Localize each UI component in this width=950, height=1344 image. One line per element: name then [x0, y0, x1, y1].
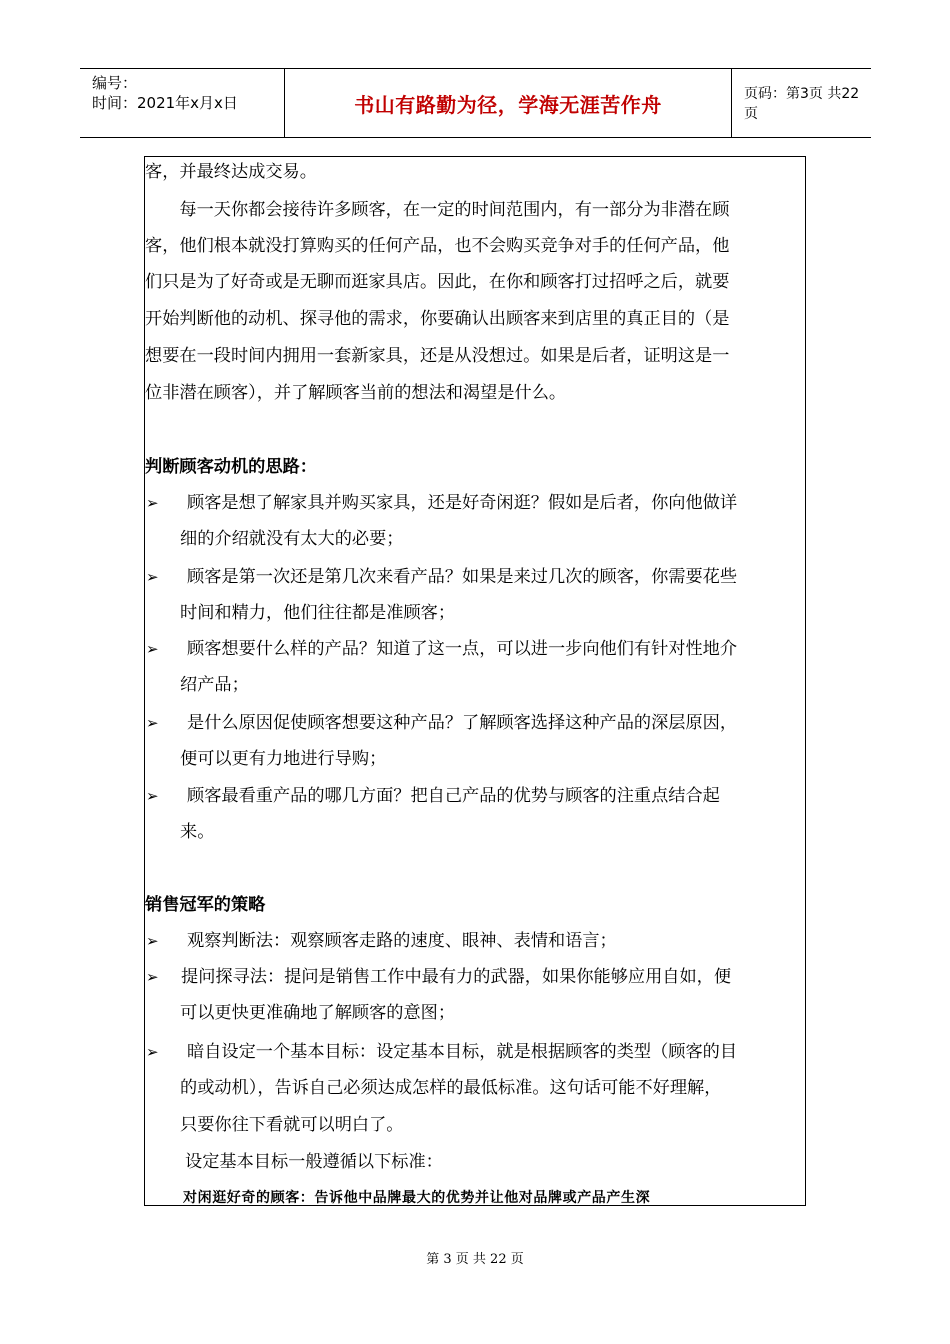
paragraph-line: 开始判断他的动机、探寻他的需求，你要确认出顾客来到店里的真正目的（是	[145, 309, 730, 329]
bullet-arrow-icon: ➢	[146, 1043, 159, 1061]
bullet-arrow-icon: ➢	[146, 932, 159, 950]
motto: 书山有路勤为径，学海无涯苦作舟	[354, 92, 662, 117]
bullet-line: 是什么原因促使顾客想要这种产品？了解顾客选择这种产品的深层原因，	[187, 713, 738, 733]
bullet-arrow-icon: ➢	[146, 714, 159, 732]
standard-line: 设定基本目标一般遵循以下标准：	[185, 1152, 443, 1172]
bullet-line: 顾客最看重产品的哪几方面？把自己产品的优势与顾客的注重点结合起	[187, 786, 720, 806]
bullet-line: 顾客是想了解家具并购买家具，还是好奇闲逛？假如是后者，你向他做详	[187, 493, 738, 513]
bullet-line: 时间和精力，他们往往都是准顾客；	[180, 603, 456, 623]
page-info: 页码：第3页 共22页	[744, 86, 860, 122]
bullet-arrow-icon: ➢	[146, 494, 159, 512]
time-label: 时间：2021年x月x日	[92, 94, 238, 112]
number-label: 编号：	[92, 74, 138, 92]
page-header	[80, 68, 871, 138]
header-left-cell	[80, 69, 284, 137]
bullet-line: 观察判断法：观察顾客走路的速度、眼神、表情和语言；	[187, 931, 617, 951]
bullet-arrow-icon: ➢	[146, 787, 159, 805]
section-heading: 销售冠军的策略	[145, 895, 266, 915]
page-footer: 第 3 页 共 22 页	[426, 1252, 524, 1267]
paragraph-line: 想要在一段时间内拥用一套新家具，还是从没想过。如果是后者，证明这是一	[145, 346, 730, 366]
bullet-line: 顾客是第一次还是第几次来看产品？如果是来过几次的顾客，你需要花些	[187, 567, 738, 587]
bullet-line: 来。	[180, 822, 215, 842]
paragraph-line: 位非潜在顾客），并了解顾客当前的想法和渴望是什么。	[145, 383, 567, 403]
bullet-line: 提问探寻法：提问是销售工作中最有力的武器，如果你能够应用自如，便	[181, 967, 732, 987]
paragraph-line: 每一天你都会接待许多顾客，在一定的时间范围内，有一部分为非潜在顾	[145, 200, 730, 220]
bullet-arrow-icon: ➢	[146, 968, 159, 986]
bullet-line: 便可以更有力地进行导购；	[180, 749, 387, 769]
bullet-line: 细的介绍就没有太大的必要；	[180, 529, 404, 549]
bullet-line: 只要你往下看就可以明白了。	[180, 1115, 404, 1135]
header-page-cell	[732, 69, 871, 137]
header-motto-cell	[285, 69, 731, 137]
content-box	[144, 156, 806, 1206]
bullet-arrow-icon: ➢	[146, 640, 159, 658]
bullet-line: 暗自设定一个基本目标：设定基本目标，就是根据顾客的类型（顾客的目	[187, 1042, 738, 1062]
last-line: 对闲逛好奇的顾客：告诉他中品牌最大的优势并让他对品牌或产品产生深	[183, 1190, 651, 1206]
section-heading: 判断顾客动机的思路：	[145, 457, 317, 477]
bullet-line: 顾客想要什么样的产品？知道了这一点，可以进一步向他们有针对性地介	[187, 639, 738, 659]
bullet-arrow-icon: ➢	[146, 568, 159, 586]
paragraph-line: 们只是为了好奇或是无聊而逛家具店。因此，在你和顾客打过招呼之后，就要	[145, 272, 730, 292]
intro-tail: 客，并最终达成交易。	[145, 162, 317, 182]
paragraph-line: 客，他们根本就没打算购买的任何产品，也不会购买竞争对手的任何产品，他	[145, 236, 730, 256]
bullet-line: 的或动机），告诉自己必须达成怎样的最低标准。这句话可能不好理解，	[180, 1078, 722, 1098]
bullet-line: 可以更快更准确地了解顾客的意图；	[180, 1003, 456, 1023]
bullet-line: 绍产品；	[180, 675, 249, 695]
